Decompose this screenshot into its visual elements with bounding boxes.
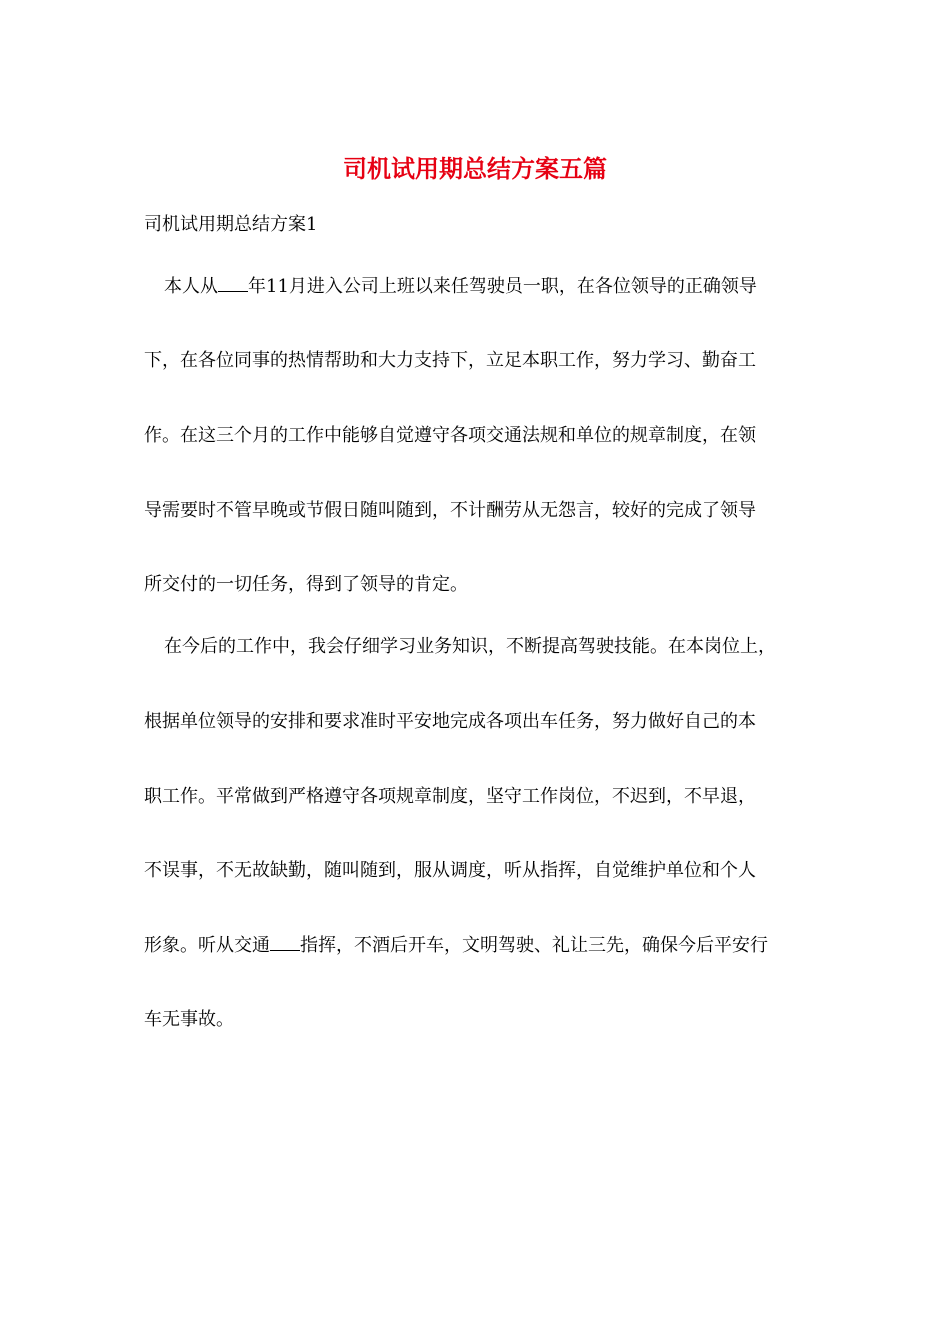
para1-line1-a: 本人从: [164, 276, 218, 297]
para2-line2: 根据单位领导的安排和要求准时平安地完成各项出车任务，努力做好自己的本: [144, 711, 756, 732]
para1-line1: [144, 273, 757, 301]
para1-line1-num: 11: [266, 276, 289, 297]
para2-line1: [144, 633, 776, 661]
para2-line6: 车无事故。: [144, 1009, 234, 1030]
para1-line4: 导需要时不管早晚或节假日随叫随到，不计酬劳从无怨言，较好的完成了领导: [144, 500, 756, 521]
para2-line1-text: 在今后的工作中，我会仔细学习业务知识，不断提高驾驶技能。在本岗位上，: [164, 636, 776, 657]
para1-line1-c: 月进入公司上班以来任驾驶员一职，在各位领导的正确领导: [288, 276, 757, 297]
blank-underline: [218, 273, 248, 292]
para1-line2: 下，在各位同事的热情帮助和大力支持下，立足本职工作，努力学习、勤奋工: [144, 350, 756, 371]
section-heading: [144, 211, 317, 239]
section-heading-number: 1: [306, 214, 318, 235]
para2-line3: 职工作。平常做到严格遵守各项规章制度，坚守工作岗位，不迟到，不早退，: [144, 786, 756, 807]
para1-line3: 作。在这三个月的工作中能够自觉遵守各项交通法规和单位的规章制度，在领: [144, 425, 756, 446]
para2-line5-b: 指挥，不酒后开车，文明驾驶、礼让三先，确保今后平安行: [300, 935, 768, 956]
para2-line5-a: 形象。听从交通: [144, 935, 270, 956]
blank-underline: [270, 932, 300, 951]
document-title: 司机试用期总结方案五篇: [343, 154, 607, 183]
para1-line5: 所交付的一切任务，得到了领导的肯定。: [144, 574, 468, 595]
para2-line5: [144, 932, 768, 960]
para2-line4: 不误事，不无故缺勤，随叫随到，服从调度，听从指挥，自觉维护单位和个人: [144, 860, 756, 881]
para1-line1-b: 年: [248, 276, 266, 297]
section-heading-text: 司机试用期总结方案: [144, 214, 306, 235]
